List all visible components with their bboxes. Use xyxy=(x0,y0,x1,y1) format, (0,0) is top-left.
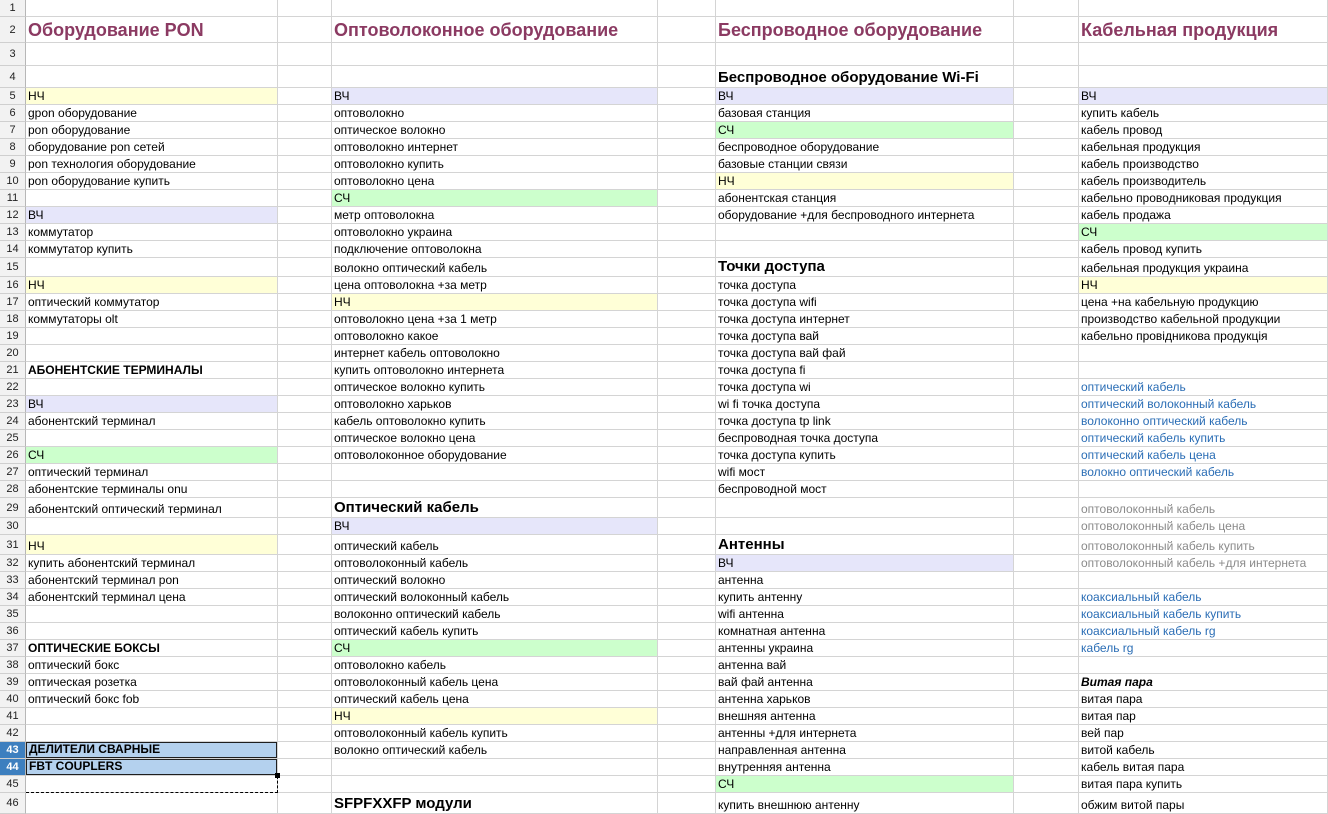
row-header[interactable]: 24 xyxy=(0,413,26,430)
keyword-cell[interactable]: оптоволоконный кабель xyxy=(1081,502,1216,516)
keyword-cell[interactable]: купить кабель xyxy=(1081,106,1160,120)
keyword-cell[interactable]: оптоволокно харьков xyxy=(334,397,452,411)
keyword-cell[interactable]: wifi мост xyxy=(718,465,766,479)
keyword-cell[interactable]: коммутаторы olt xyxy=(28,312,118,326)
keyword-cell[interactable]: оптоволокно кабель xyxy=(334,658,447,672)
keyword-cell[interactable]: оборудование +для беспроводного интернета xyxy=(718,208,975,222)
keyword-cell[interactable]: оптоволоконный кабель xyxy=(334,556,469,570)
copy-marquee-bottom xyxy=(26,792,278,793)
keyword-cell[interactable]: абонентская станция xyxy=(718,191,837,205)
keyword-group-cell[interactable]: ВЧ xyxy=(716,555,1013,571)
keyword-cell[interactable]: обжим витой пары xyxy=(1081,798,1185,812)
keyword-cell[interactable]: подключение оптоволокна xyxy=(334,242,482,256)
keyword-cell[interactable]: оптоволоконный кабель цена xyxy=(1081,519,1246,533)
keyword-cell[interactable]: волокно оптический кабель xyxy=(1081,465,1235,479)
keyword-cell[interactable]: оптоволокно интернет xyxy=(334,140,458,154)
keyword-cell[interactable]: кабель rg xyxy=(1081,641,1134,655)
column-gridline xyxy=(277,0,278,814)
keyword-cell[interactable]: точка доступа интернет xyxy=(718,312,850,326)
keyword-cell[interactable]: волоконно оптический кабель xyxy=(1081,414,1248,428)
row-gridline xyxy=(26,42,1328,43)
row-header[interactable]: 26 xyxy=(0,447,26,464)
category-heading-cell[interactable]: Беспроводное оборудование xyxy=(718,20,983,40)
keyword-group-cell[interactable]: ДЕЛИТЕЛИ СВАРНЫЕ xyxy=(26,742,277,758)
row-header[interactable]: 12 xyxy=(0,207,26,224)
keyword-cell[interactable]: антенна xyxy=(718,573,764,587)
keyword-cell[interactable]: производство кабельной продукции xyxy=(1081,312,1281,326)
keyword-group-cell[interactable]: НЧ xyxy=(1079,277,1327,293)
keyword-cell[interactable]: АБОНЕНТСКИЕ ТЕРМИНАЛЫ xyxy=(28,363,203,377)
keyword-cell[interactable]: вей пар xyxy=(1081,726,1124,740)
keyword-cell[interactable]: gpon оборудование xyxy=(28,106,137,120)
category-heading-cell[interactable]: Кабельная продукция xyxy=(1081,20,1279,40)
row-header[interactable]: 17 xyxy=(0,294,26,311)
keyword-cell[interactable]: кабель производитель xyxy=(1081,174,1207,188)
keyword-cell[interactable]: кабельно провідникова продукція xyxy=(1081,329,1268,343)
keyword-cell[interactable]: комнатная антенна xyxy=(718,624,826,638)
keyword-cell[interactable]: волоконно оптический кабель xyxy=(334,607,501,621)
row-gridline xyxy=(26,344,1328,345)
keyword-cell[interactable]: антенна харьков xyxy=(718,692,811,706)
keyword-cell[interactable]: метр оптоволокна xyxy=(334,208,435,222)
keyword-cell[interactable]: wifi антенна xyxy=(718,607,784,621)
row-header[interactable]: 14 xyxy=(0,241,26,258)
keyword-cell[interactable]: волокно оптический кабель xyxy=(334,261,488,275)
keyword-group-cell[interactable]: ВЧ xyxy=(26,207,277,223)
row-header[interactable]: 23 xyxy=(0,396,26,413)
keyword-cell[interactable]: кабельная продукция украина xyxy=(1081,261,1249,275)
keyword-cell[interactable]: коммутатор xyxy=(28,225,94,239)
keyword-group-cell[interactable]: СЧ xyxy=(332,190,657,206)
keyword-cell[interactable]: витая пара xyxy=(1081,692,1143,706)
row-header[interactable]: 19 xyxy=(0,328,26,345)
keyword-cell[interactable]: оптический волоконный кабель xyxy=(334,590,510,604)
keyword-cell[interactable]: базовые станции связи xyxy=(718,157,848,171)
row-header[interactable]: 3 xyxy=(0,43,26,66)
keyword-group-cell[interactable]: СЧ xyxy=(716,776,1013,792)
keyword-cell[interactable]: pon оборудование xyxy=(28,123,131,137)
keyword-cell[interactable]: витой кабель xyxy=(1081,743,1155,757)
keyword-cell[interactable]: оптический волоконный кабель xyxy=(1081,397,1257,411)
row-header[interactable]: 29 xyxy=(0,498,26,518)
keyword-group-cell[interactable]: НЧ xyxy=(332,294,657,310)
keyword-cell[interactable]: внешняя антенна xyxy=(718,709,816,723)
row-header[interactable]: 21 xyxy=(0,362,26,379)
copy-marquee-right xyxy=(277,776,278,793)
row-header[interactable]: 22 xyxy=(0,379,26,396)
row-header[interactable]: 33 xyxy=(0,572,26,589)
keyword-cell[interactable]: оптическое волокно xyxy=(334,123,446,137)
subheading-cell[interactable]: Беспроводное оборудование Wi-Fi xyxy=(718,69,979,86)
keyword-cell[interactable]: оптоволокно купить xyxy=(334,157,444,171)
keyword-cell[interactable]: кабель продажа xyxy=(1081,208,1171,222)
row-header[interactable]: 46 xyxy=(0,793,26,814)
keyword-cell[interactable]: ОПТИЧЕСКИЕ БОКСЫ xyxy=(28,641,160,655)
keyword-cell[interactable]: оптоволокно какое xyxy=(334,329,439,343)
keyword-cell[interactable]: оптоволокно цена +за 1 метр xyxy=(334,312,497,326)
keyword-cell[interactable]: кабельная продукция xyxy=(1081,140,1201,154)
row-header[interactable]: 30 xyxy=(0,518,26,535)
row-header[interactable]: 25 xyxy=(0,430,26,447)
row-header[interactable]: 7 xyxy=(0,122,26,139)
row-header[interactable]: 31 xyxy=(0,535,26,555)
keyword-cell[interactable]: внутренняя антенна xyxy=(718,760,831,774)
keyword-cell[interactable]: оптический кабель цена xyxy=(334,692,469,706)
keyword-cell[interactable]: оптическое волокно купить xyxy=(334,380,486,394)
keyword-cell[interactable]: коаксиальный кабель rg xyxy=(1081,624,1216,638)
keyword-cell[interactable]: оптический коммутатор xyxy=(28,295,160,309)
row-header[interactable]: 39 xyxy=(0,674,26,691)
keyword-cell[interactable]: направленная антенна xyxy=(718,743,846,757)
row-header[interactable]: 18 xyxy=(0,311,26,328)
row-header[interactable]: 20 xyxy=(0,345,26,362)
keyword-cell[interactable]: точка доступа xyxy=(718,278,797,292)
keyword-cell[interactable]: коаксиальный кабель купить xyxy=(1081,607,1242,621)
row-header[interactable]: 1 xyxy=(0,0,26,17)
keyword-cell[interactable]: оптический кабель купить xyxy=(334,624,479,638)
keyword-group-cell[interactable]: FBT COUPLERS xyxy=(26,759,277,775)
row-header[interactable]: 43 xyxy=(0,742,26,759)
keyword-cell[interactable]: беспроводная точка доступа xyxy=(718,431,879,445)
keyword-cell[interactable]: оборудование pon сетей xyxy=(28,140,165,154)
keyword-cell[interactable]: точка доступа купить xyxy=(718,448,836,462)
keyword-cell[interactable]: точка доступа wifi xyxy=(718,295,817,309)
keyword-cell[interactable]: pon технология оборудование xyxy=(28,157,196,171)
row-header[interactable]: 34 xyxy=(0,589,26,606)
keyword-cell[interactable]: точка доступа fi xyxy=(718,363,806,377)
keyword-cell[interactable]: оптическое волокно цена xyxy=(334,431,476,445)
row-header[interactable]: 13 xyxy=(0,224,26,241)
keyword-group-cell[interactable]: НЧ xyxy=(716,173,1013,189)
keyword-cell[interactable]: оптическая розетка xyxy=(28,675,137,689)
keyword-cell[interactable]: кабель оптоволокно купить xyxy=(334,414,486,428)
keyword-cell[interactable]: точка доступа вай xyxy=(718,329,819,343)
keyword-cell[interactable]: базовая станция xyxy=(718,106,811,120)
subheading-cell[interactable]: Оптический кабель xyxy=(334,499,479,516)
keyword-group-cell[interactable]: НЧ xyxy=(26,535,277,554)
keyword-group-cell[interactable]: СЧ xyxy=(26,447,277,463)
keyword-cell[interactable]: купить оптоволокно интернета xyxy=(334,363,505,377)
row-header[interactable]: 42 xyxy=(0,725,26,742)
keyword-cell[interactable]: коаксиальный кабель xyxy=(1081,590,1202,604)
keyword-group-cell[interactable]: ВЧ xyxy=(26,396,277,412)
row-header[interactable]: 36 xyxy=(0,623,26,640)
column-gridline xyxy=(657,0,658,814)
keyword-cell[interactable]: кабель производство xyxy=(1081,157,1199,171)
row-header[interactable]: 5 xyxy=(0,88,26,105)
keyword-group-cell[interactable]: СЧ xyxy=(332,640,657,656)
keyword-cell[interactable]: оптический кабель купить xyxy=(1081,431,1226,445)
keyword-cell[interactable]: купить внешнюю антенну xyxy=(718,798,860,812)
keyword-cell[interactable]: купить абонентский терминал xyxy=(28,556,196,570)
keyword-cell[interactable]: вай фай антенна xyxy=(718,675,813,689)
keyword-cell[interactable]: абонентский терминал pon xyxy=(28,573,179,587)
keyword-cell[interactable]: оптоволоконный кабель купить xyxy=(334,726,508,740)
keyword-cell[interactable]: оптоволоконный кабель цена xyxy=(334,675,499,689)
keyword-group-cell[interactable]: ВЧ xyxy=(332,518,657,534)
row-header[interactable]: 4 xyxy=(0,66,26,88)
keyword-cell[interactable]: оптический кабель xyxy=(334,539,439,553)
keyword-group-cell[interactable]: НЧ xyxy=(332,708,657,724)
keyword-cell[interactable]: цена +на кабельную продукцию xyxy=(1081,295,1259,309)
row-header[interactable]: 38 xyxy=(0,657,26,674)
keyword-cell[interactable]: оптоволоконный кабель +для интернета xyxy=(1081,556,1307,570)
row-header[interactable]: 11 xyxy=(0,190,26,207)
row-header[interactable]: 2 xyxy=(0,17,26,43)
category-heading-cell[interactable]: Оборудование PON xyxy=(28,20,204,40)
keyword-cell[interactable]: абонентский оптический терминал xyxy=(28,502,222,516)
keyword-cell[interactable]: оптический кабель xyxy=(1081,380,1186,394)
keyword-cell[interactable]: абонентский терминал цена xyxy=(28,590,186,604)
row-header[interactable]: 9 xyxy=(0,156,26,173)
subheading-cell[interactable]: SFPFXXFP модули xyxy=(334,795,472,812)
keyword-cell[interactable]: волокно оптический кабель xyxy=(334,743,488,757)
row-header[interactable]: 41 xyxy=(0,708,26,725)
keyword-cell[interactable]: коммутатор купить xyxy=(28,242,133,256)
subheading-cell[interactable]: Антенны xyxy=(718,536,785,553)
keyword-cell[interactable]: оптический кабель цена xyxy=(1081,448,1216,462)
keyword-cell[interactable]: витая пара купить xyxy=(1081,777,1183,791)
keyword-group-cell[interactable]: НЧ xyxy=(26,277,277,293)
keyword-cell[interactable]: оптический волокно xyxy=(334,573,446,587)
category-heading-cell[interactable]: Оптоволоконное оборудование xyxy=(334,20,619,40)
row-header[interactable]: 32 xyxy=(0,555,26,572)
keyword-group-cell[interactable]: ВЧ xyxy=(1079,88,1327,104)
row-gridline xyxy=(26,65,1328,66)
keyword-cell[interactable]: антенны +для интернета xyxy=(718,726,857,740)
subheading-cell[interactable]: Точки доступа xyxy=(718,258,825,275)
keyword-cell[interactable]: кабельно проводниковая продукция xyxy=(1081,191,1282,205)
row-header[interactable]: 6 xyxy=(0,105,26,122)
keyword-cell[interactable]: оптоволокно цена xyxy=(334,174,435,188)
keyword-cell[interactable]: кабель витая пара xyxy=(1081,760,1185,774)
keyword-cell[interactable]: оптоволоконный кабель купить xyxy=(1081,539,1255,553)
row-header[interactable]: 40 xyxy=(0,691,26,708)
keyword-cell[interactable]: антенны украина xyxy=(718,641,814,655)
keyword-cell[interactable]: антенна вай xyxy=(718,658,787,672)
keyword-cell[interactable]: беспроводной мост xyxy=(718,482,827,496)
row-header[interactable]: 27 xyxy=(0,464,26,481)
row-header[interactable]: 45 xyxy=(0,776,26,793)
keyword-cell[interactable]: интернет кабель оптоволокно xyxy=(334,346,500,360)
row-header[interactable]: 35 xyxy=(0,606,26,623)
keyword-cell[interactable]: витая пар xyxy=(1081,709,1136,723)
keyword-cell[interactable]: кабель провод купить xyxy=(1081,242,1202,256)
keyword-group-cell[interactable]: ВЧ xyxy=(332,88,657,104)
keyword-cell[interactable]: оптический терминал xyxy=(28,465,149,479)
keyword-group-cell[interactable]: ВЧ xyxy=(716,88,1013,104)
row-header[interactable]: 15 xyxy=(0,258,26,277)
row-header[interactable]: 28 xyxy=(0,481,26,498)
row-header[interactable]: 8 xyxy=(0,139,26,156)
keyword-cell[interactable]: кабель провод xyxy=(1081,123,1163,137)
keyword-cell[interactable]: оптический бокс xyxy=(28,658,120,672)
row-header[interactable]: 44 xyxy=(0,759,26,776)
keyword-cell[interactable]: точка доступа tp link xyxy=(718,414,831,428)
keyword-cell[interactable]: беспроводное оборудование xyxy=(718,140,880,154)
row-header[interactable]: 10 xyxy=(0,173,26,190)
keyword-cell[interactable]: абонентские терминалы onu xyxy=(28,482,188,496)
row-header[interactable]: 37 xyxy=(0,640,26,657)
column-gridline xyxy=(1013,0,1014,814)
keyword-cell[interactable]: wi fi точка доступа xyxy=(718,397,821,411)
keyword-cell[interactable]: цена оптоволокна +за метр xyxy=(334,278,487,292)
keyword-cell[interactable]: точка доступа вай фай xyxy=(718,346,846,360)
keyword-cell[interactable]: оптоволокно xyxy=(334,106,405,120)
keyword-cell[interactable]: оптический бокс fob xyxy=(28,692,140,706)
keyword-group-cell[interactable]: СЧ xyxy=(716,122,1013,138)
keyword-cell[interactable]: оптоволокно украина xyxy=(334,225,453,239)
keyword-cell[interactable]: точка доступа wi xyxy=(718,380,811,394)
keyword-cell[interactable]: pon оборудование купить xyxy=(28,174,170,188)
keyword-group-cell[interactable]: СЧ xyxy=(1079,224,1327,240)
keyword-cell[interactable]: абонентский терминал xyxy=(28,414,156,428)
keyword-cell[interactable]: Витая пара xyxy=(1081,675,1153,689)
row-header[interactable]: 16 xyxy=(0,277,26,294)
keyword-cell[interactable]: купить антенну xyxy=(718,590,803,604)
keyword-cell[interactable]: оптоволоконное оборудование xyxy=(334,448,507,462)
keyword-group-cell[interactable]: НЧ xyxy=(26,88,277,104)
